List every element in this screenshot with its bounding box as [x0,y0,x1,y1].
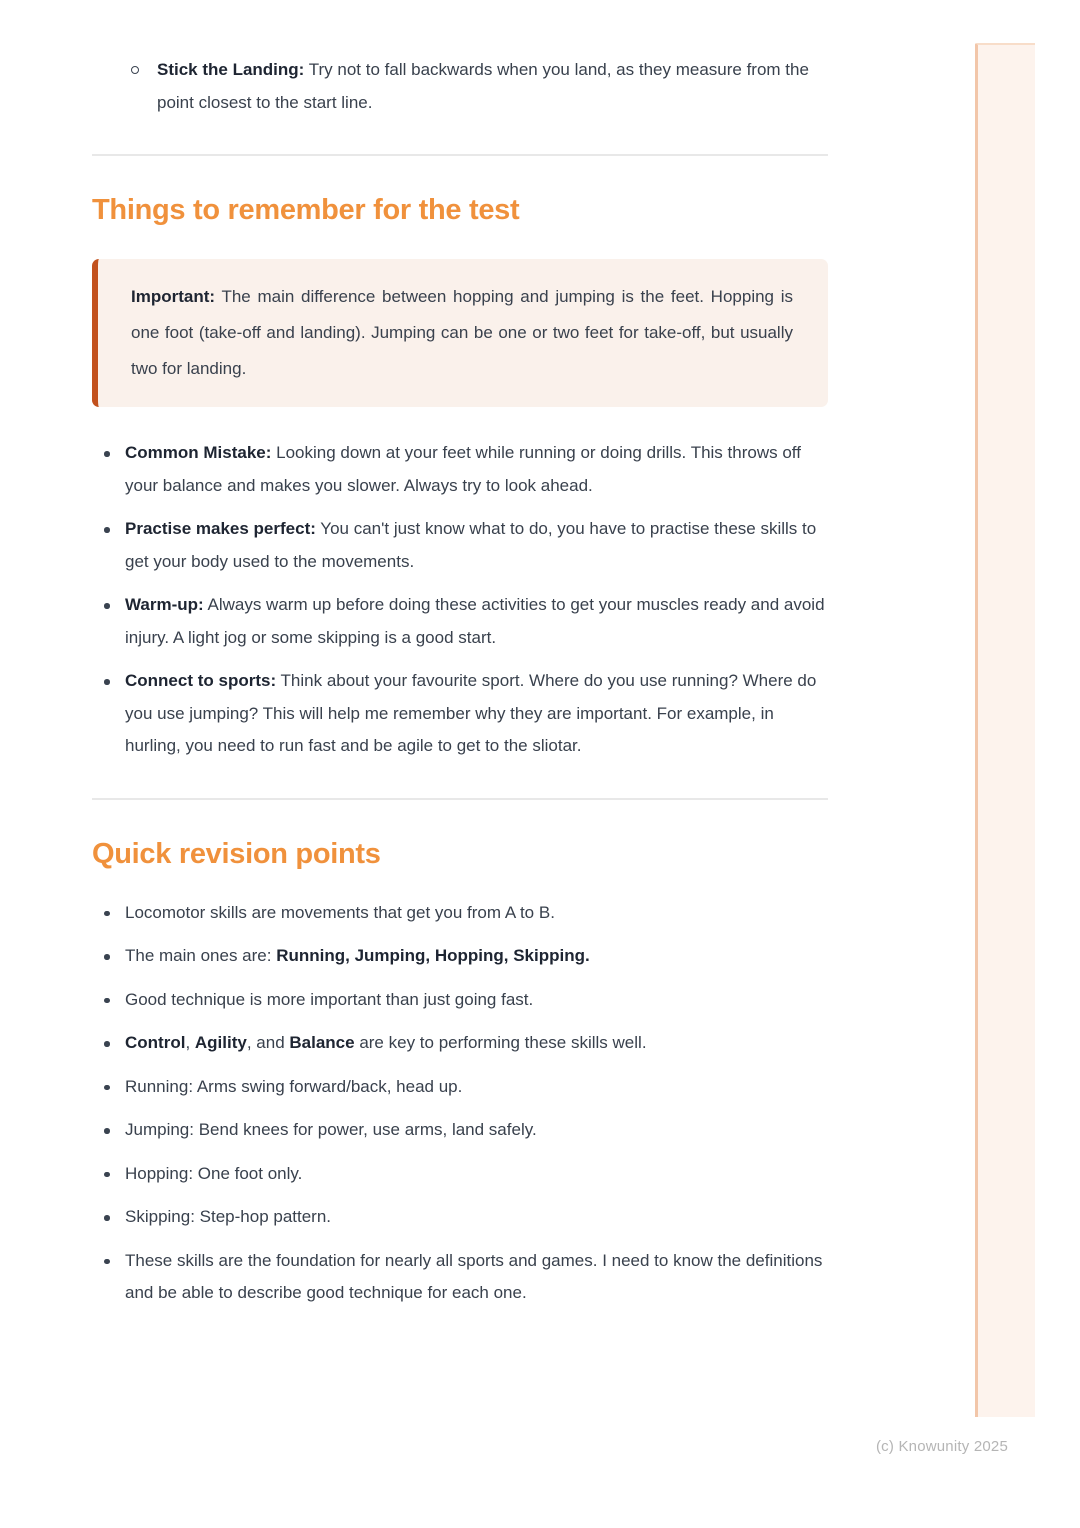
list-item [92,1245,828,1310]
text-segment: , [185,1033,195,1052]
bold-text-segment: Agility [194,1033,247,1052]
list-item [92,1201,828,1234]
list-item [92,437,828,502]
bold-text-segment: Practise makes perfect: [125,519,316,538]
list-item [92,589,828,654]
list-item [92,1027,828,1060]
text-segment: These skills are the foundation for nearly all sports and games. I need to know the definitions and be able to describe good technique for each one. [125,1250,823,1302]
text-segment: Good technique is more important than just going fast. [125,989,534,1009]
section-divider [92,154,828,156]
bold-text-segment: Stick the Landing: [157,60,305,79]
section-divider [92,798,828,800]
text-segment: Think about your favourite sport. Where do you use running? Where do you use jumping? This will help me remember why they are important. For example, in hurling, you need to run fast and be agile to get to the sliotar. [125,671,817,755]
list-item [92,984,828,1017]
bold-text-segment: Common Mistake: [125,443,272,462]
bold-text-segment: Important: [131,287,216,306]
bold-text-segment: Connect to sports: [125,671,277,690]
text-segment: Always warm up before doing these activities to get your muscles ready and avoid injury. A light jog or some skipping is a good start. [125,595,825,647]
text-segment: Try not to fall backwards when you land, as they measure from the point closest to the start line. [157,60,809,112]
list-item [92,1114,828,1147]
copyright-footer: (c) Knowunity 2025 [875,1438,1008,1455]
list-item [92,940,828,973]
text-segment: You can't just know what to do, you have to practise these skills to get your body used to the movements. [125,519,817,571]
list-item [92,1071,828,1104]
list-item [92,665,828,763]
list-item [92,513,828,578]
callout-text [131,279,793,387]
intro-sublist [92,54,828,119]
bold-text-segment: Control [125,1033,186,1052]
bold-text-segment: Warm-up: [125,595,204,614]
text-segment: Skipping: Step-hop pattern. [125,1207,332,1226]
text-segment: Looking down at your feet while running or doing drills. This throws off your balance and makes you slower. Always try to look ahead. [125,443,801,495]
list-item [92,1158,828,1191]
tips-list [92,437,828,763]
text-segment: Locomotor skills are movements that get you from A to B. [125,902,555,922]
text-segment: Running: Arms swing forward/back, head up. [125,1076,463,1096]
revision-list [92,897,828,1310]
bold-text-segment: Balance [289,1033,355,1052]
text-segment: are key to performing these skills well. [354,1033,647,1052]
text-segment: , and [246,1033,290,1052]
important-callout [92,259,828,407]
text-segment: The main difference between hopping and jumping is the feet. Hopping is one foot (take-off and landing). Jumping can be one or two feet for take-off, but usually two for landing. [131,287,793,378]
bold-text-segment: Running, Jumping, Hopping, Skipping. [276,946,590,965]
text-segment: Jumping: Bend knees for power, use arms, land safely. [125,1120,537,1139]
heading-quick-revision: Quick revision points [92,837,381,870]
text-segment: The main ones are: [125,946,277,965]
text-segment: Hopping: One foot only. [125,1163,303,1183]
document-content [92,54,828,1321]
list-item [92,54,828,119]
next-page-edge-strip [975,43,1035,1417]
list-item [92,897,828,930]
heading-things-to-remember: Things to remember for the test [92,194,520,226]
